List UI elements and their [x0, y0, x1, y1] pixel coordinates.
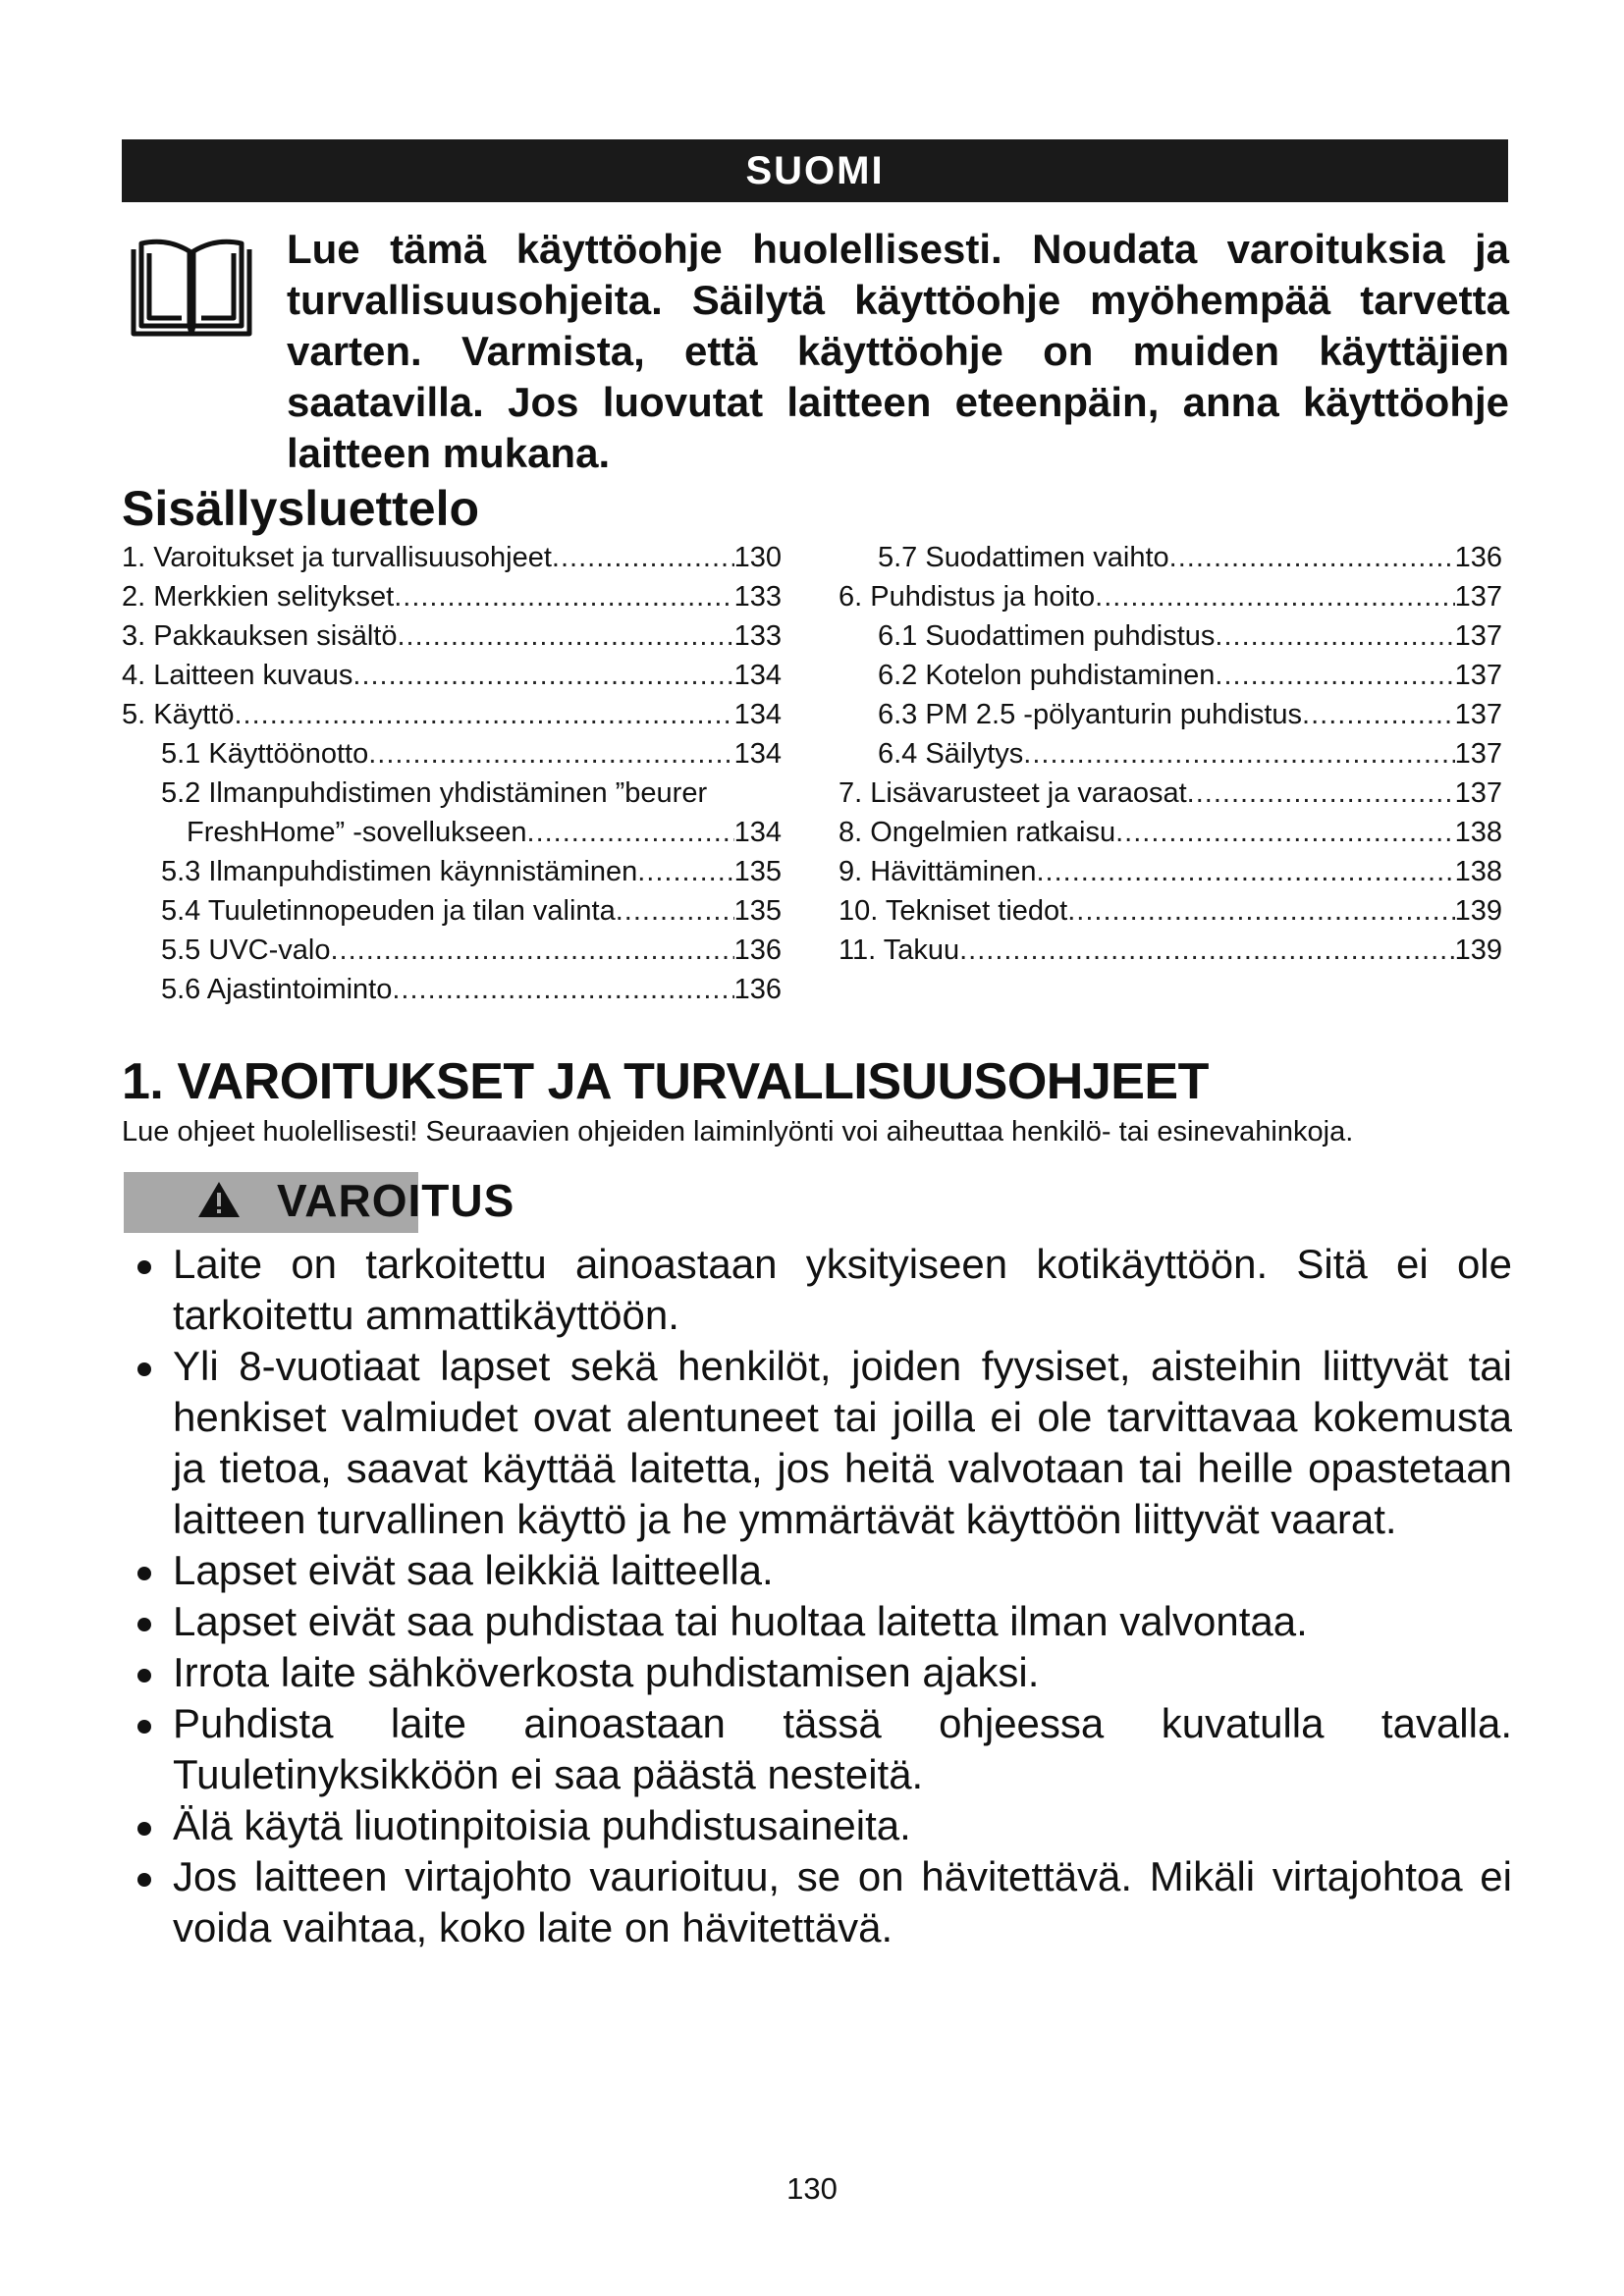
toc-item[interactable]: 11. Takuu ..... 139	[839, 931, 1502, 970]
list-item: Älä käytä liuotinpitoisia puhdistusaineita.	[137, 1800, 1512, 1851]
list-item: Jos laitteen virtajohto vaurioituu, se on hävitettävä. Mikäli virtajohtoa ei voida vaihtaa, koko laite on hävitettävä.	[137, 1851, 1512, 1953]
language-label: SUOMI	[745, 149, 885, 192]
bullet-icon	[137, 1822, 151, 1836]
toc-item[interactable]: 8. Ongelmien ratkaisu ..... 138	[839, 813, 1502, 852]
section-heading: 1. VAROITUKSET JA TURVALLISUUSOHJEET	[122, 1053, 1209, 1110]
toc-item-continuation[interactable]: FreshHome” -sovellukseen ..... 134	[122, 813, 782, 852]
toc-item[interactable]: 6.3 PM 2.5 -pölyanturin puhdistus ..... 137	[839, 695, 1502, 734]
toc-item[interactable]: 5.3 Ilmanpuhdistimen käynnistäminen ..... 135	[122, 852, 782, 891]
toc-title: Sisällysluettelo	[122, 481, 480, 536]
bullet-icon	[137, 1260, 151, 1274]
toc-item[interactable]: 9. Hävittäminen ..... 138	[839, 852, 1502, 891]
toc-item[interactable]: 7. Lisävarusteet ja varaosat ..... 137	[839, 774, 1502, 813]
list-item: Yli 8-vuotiaat lapset sekä henkilöt, joiden fyysiset, aisteihin liittyvät tai henkiset valmiudet ovat alentuneet tai joilla ei ole tarvittavaa kokemusta ja tietoa, saavat käyttää laitetta, jos heitä valvotaan tai heille opastetaan laitteen turvallinen käyttö ja he ymmärtävät käyttöön liittyvät vaarat.	[137, 1341, 1512, 1545]
toc-item[interactable]: 5.2 Ilmanpuhdistimen yhdistäminen ”beurer	[161, 777, 708, 809]
toc-item[interactable]: 6.1 Suodattimen puhdistus ..... 137	[839, 616, 1502, 656]
warning-triangle-icon	[196, 1180, 242, 1219]
bullet-icon	[137, 1567, 151, 1580]
toc-item[interactable]: 5. Käyttö ..... 134	[122, 695, 782, 734]
intro-paragraph: Lue tämä käyttöohje huolellisesti. Noudata varoituksia ja turvallisuusohjeita. Säilytä käyttöohje myöhempää tarvetta varten. Varmista, että käyttöohje on muiden käyttäjien saatavilla. Jos luovutat laitteen eteenpäin, anna käyttöohje laitteen mukana.	[287, 226, 1509, 476]
toc-right-column	[839, 538, 1502, 970]
bullet-icon	[137, 1669, 151, 1682]
toc-item[interactable]: 5.4 Tuuletinnopeuden ja tilan valinta ..... 135	[122, 891, 782, 931]
open-book-icon	[128, 232, 255, 340]
toc-item[interactable]: 6.2 Kotelon puhdistaminen ..... 137	[839, 656, 1502, 695]
toc-item[interactable]: 4. Laitteen kuvaus ..... 134	[122, 656, 782, 695]
toc-item[interactable]: 6.4 Säilytys ..... 137	[839, 734, 1502, 774]
warning-label: VAROITUS	[277, 1175, 515, 1226]
list-item: Lapset eivät saa puhdistaa tai huoltaa laitetta ilman valvontaa.	[137, 1596, 1512, 1647]
section-intro: Lue ohjeet huolellisesti! Seuraavien ohjeiden laiminlyönti voi aiheuttaa henkilö- tai esinevahinkoja.	[122, 1116, 1354, 1148]
bullet-icon	[137, 1362, 151, 1376]
toc-left-column	[122, 538, 782, 1009]
toc-item[interactable]: 5.5 UVC-valo ..... 136	[122, 931, 782, 970]
list-item: Irrota laite sähköverkosta puhdistamisen ajaksi.	[137, 1647, 1512, 1698]
warning-list	[137, 1239, 1512, 1953]
bullet-icon	[137, 1618, 151, 1631]
toc-item[interactable]: 6. Puhdistus ja hoito ..... 137	[839, 577, 1502, 616]
page-number: 130	[786, 2171, 838, 2206]
list-item: Lapset eivät saa leikkiä laitteella.	[137, 1545, 1512, 1596]
toc-item[interactable]: 5.6 Ajastintoiminto ..... 136	[122, 970, 782, 1009]
toc-item[interactable]: 1. Varoitukset ja turvallisuusohjeet ..... 130	[122, 538, 782, 577]
bullet-icon	[137, 1720, 151, 1734]
toc-item[interactable]: 5.1 Käyttöönotto ..... 134	[122, 734, 782, 774]
toc-item[interactable]: 10. Tekniset tiedot ..... 139	[839, 891, 1502, 931]
list-item: Laite on tarkoitettu ainoastaan yksityiseen kotikäyttöön. Sitä ei ole tarkoitettu ammattikäyttöön.	[137, 1239, 1512, 1341]
list-item: Puhdista laite ainoastaan tässä ohjeessa kuvatulla tavalla. Tuuletinyksikköön ei saa päästä nesteitä.	[137, 1698, 1512, 1800]
toc-item[interactable]: 5.7 Suodattimen vaihto ..... 136	[839, 538, 1502, 577]
bullet-icon	[137, 1873, 151, 1887]
toc-item[interactable]: 2. Merkkien selitykset ..... 133	[122, 577, 782, 616]
toc-item[interactable]: 3. Pakkauksen sisältö ..... 133	[122, 616, 782, 656]
language-header-bar	[122, 139, 1508, 202]
